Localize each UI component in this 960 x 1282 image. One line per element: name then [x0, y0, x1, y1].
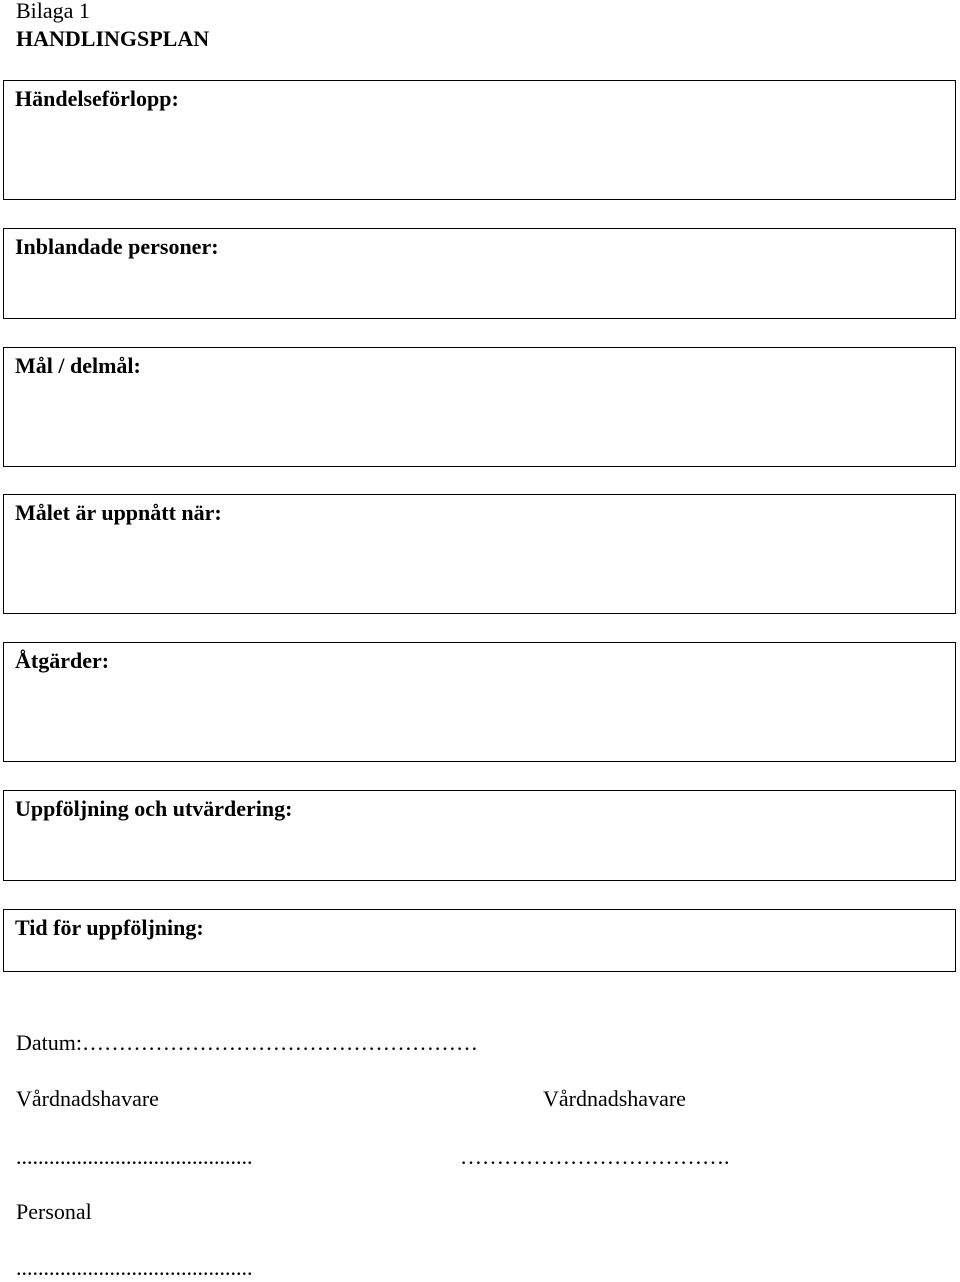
field-box-tid-for-uppfoljning[interactable] — [3, 909, 956, 972]
page-title: HANDLINGSPLAN — [16, 26, 210, 51]
guardian-right-label: Vårdnadshavare — [543, 1086, 686, 1111]
field-box-mal-delmal[interactable] — [3, 347, 956, 467]
field-label-malet-uppnatt: Målet är uppnått när: — [15, 500, 222, 525]
field-label-atgarder: Åtgärder: — [15, 648, 110, 673]
field-label-mal-delmal: Mål / delmål: — [15, 353, 141, 378]
attachment-label: Bilaga 1 — [16, 0, 90, 23]
field-box-inblandade-personer[interactable] — [3, 228, 956, 319]
date-line[interactable]: Datum:……………………………………………… — [16, 1030, 478, 1055]
field-box-handelseforlopp[interactable] — [3, 80, 956, 200]
guardian-left-label: Vårdnadshavare — [16, 1086, 159, 1111]
guardian-left-signature-line[interactable]: ........................................... — [16, 1144, 253, 1169]
field-label-tid-for-uppfoljning: Tid för uppföljning: — [15, 915, 204, 940]
field-box-malet-uppnatt[interactable] — [3, 494, 956, 614]
staff-signature-line[interactable]: ........................................... — [16, 1255, 253, 1280]
field-label-uppfoljning-utvardering: Uppföljning och utvärdering: — [15, 796, 293, 821]
field-label-handelseforlopp: Händelseförlopp: — [15, 86, 179, 111]
field-label-inblandade-personer: Inblandade personer: — [15, 234, 219, 259]
guardian-right-signature-line[interactable]: ………………………………. — [460, 1144, 730, 1169]
field-box-atgarder[interactable] — [3, 642, 956, 762]
staff-label: Personal — [16, 1199, 92, 1224]
field-box-uppfoljning-utvardering[interactable] — [3, 790, 956, 881]
